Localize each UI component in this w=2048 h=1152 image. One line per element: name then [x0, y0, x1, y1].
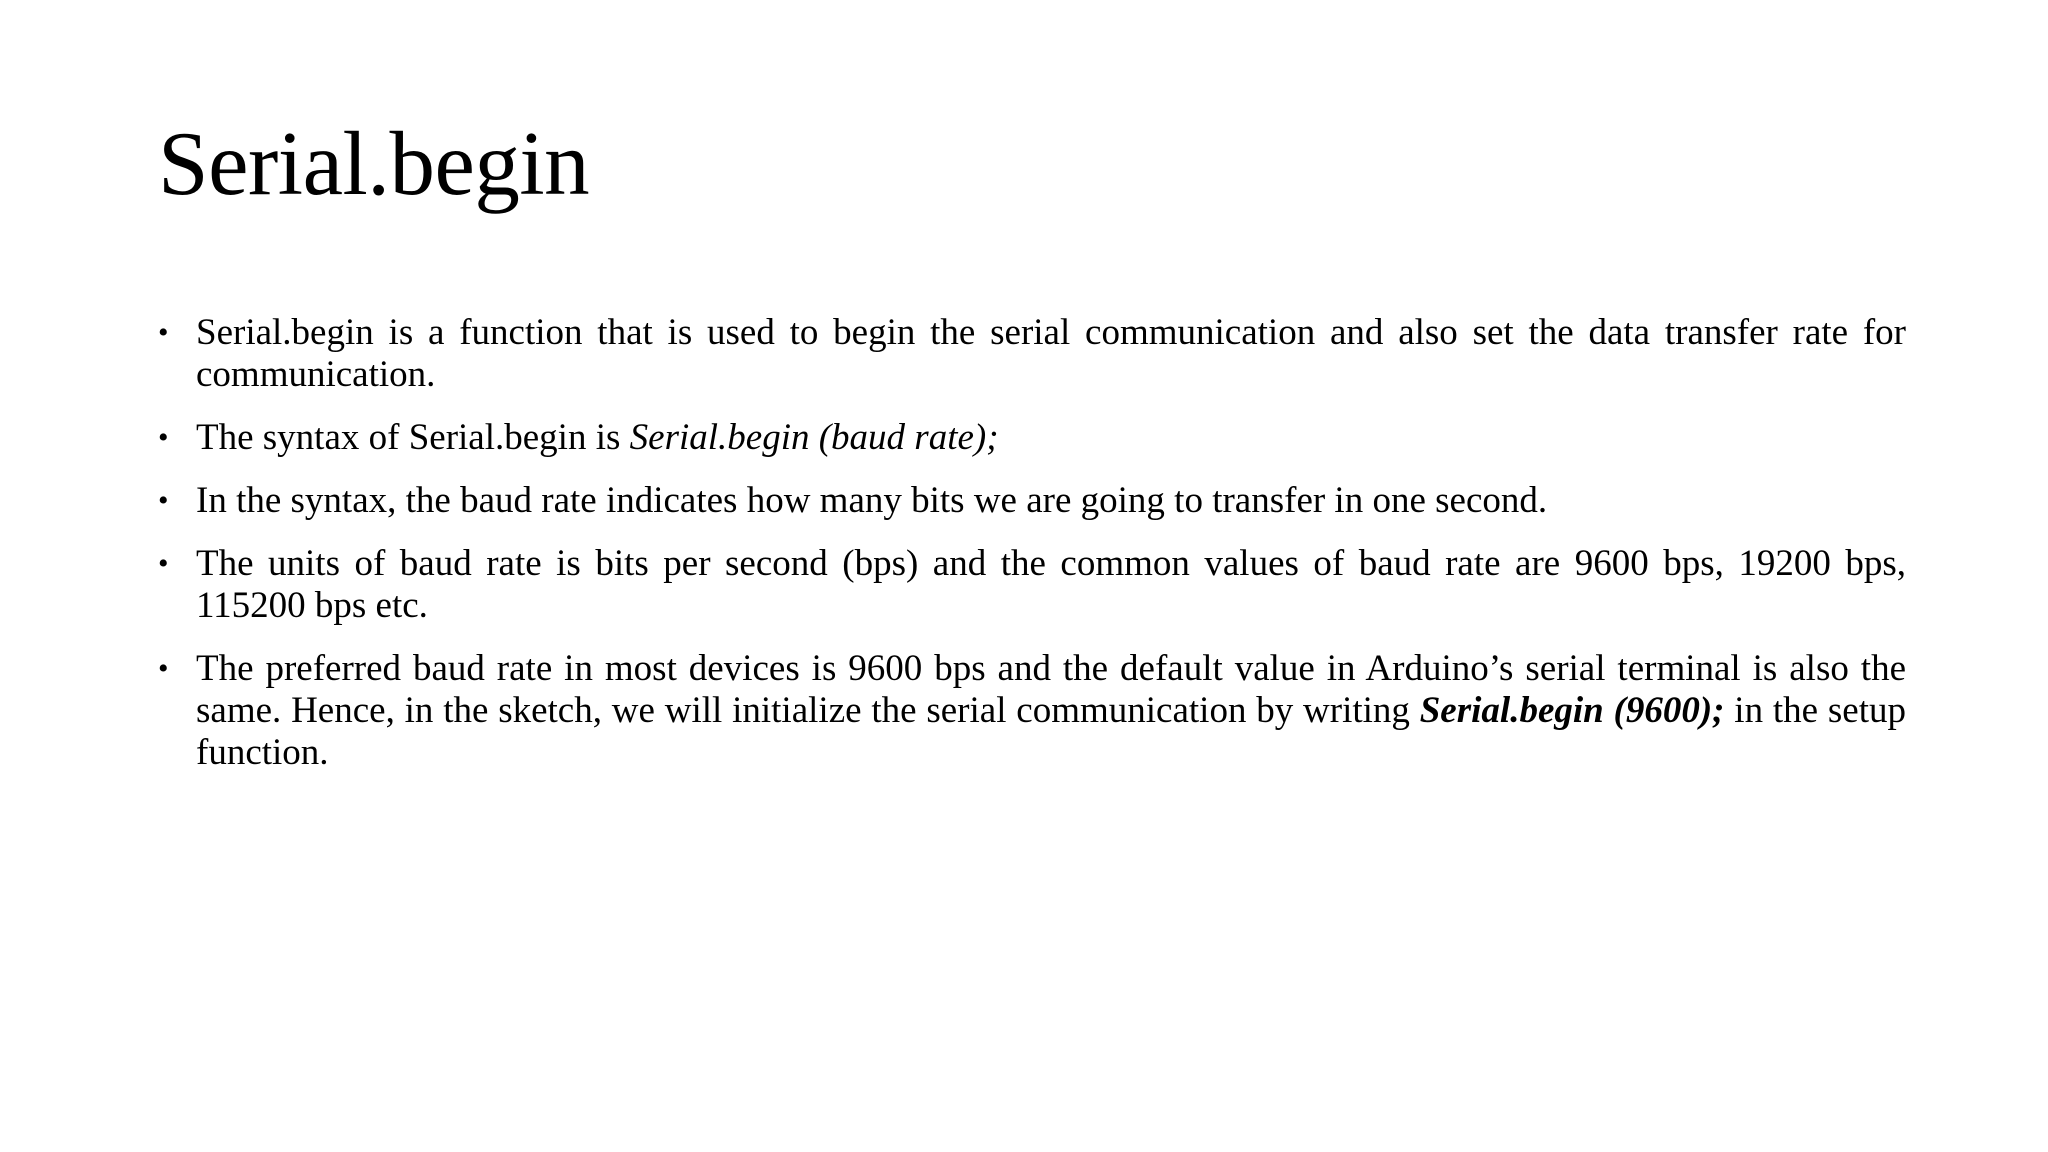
syntax-code: Serial.begin (baud rate); — [629, 417, 999, 458]
bullet-text: Serial.begin is a function that is used to begin the serial communication and also set the data transfer rate for communication. — [196, 312, 1906, 395]
bullet-item — [158, 543, 1906, 627]
bullet-text: In the syntax, the baud rate indicates how many bits we are going to transfer in one second. — [196, 480, 1548, 521]
bullet-text-end: in the setup function. — [196, 690, 1906, 773]
bullet-icon: • — [158, 316, 169, 349]
bullet-list — [158, 312, 1906, 795]
bullet-text: The preferred baud rate in most devices is 9600 bps and the default value in Arduino’s serial terminal is also the same. Hence, in the sketch, we will initialize the serial communication by writing — [196, 648, 1906, 731]
slide-title: Serial.begin — [158, 113, 590, 214]
bullet-icon: • — [158, 652, 169, 685]
bullet-text: The units of baud rate is bits per second (bps) and the common values of baud rate are 9600 bps, 19200 bps, 115200 bps etc. — [196, 543, 1906, 626]
bullet-icon: • — [158, 547, 169, 580]
bullet-item — [158, 417, 1906, 459]
bullet-item — [158, 480, 1906, 522]
code-example: Serial.begin (9600); — [1419, 690, 1725, 731]
bullet-icon: • — [158, 484, 169, 517]
bullet-item — [158, 312, 1906, 396]
bullet-icon: • — [158, 421, 169, 454]
bullet-item — [158, 648, 1906, 774]
bullet-text: The syntax of Serial.begin is — [196, 417, 630, 458]
